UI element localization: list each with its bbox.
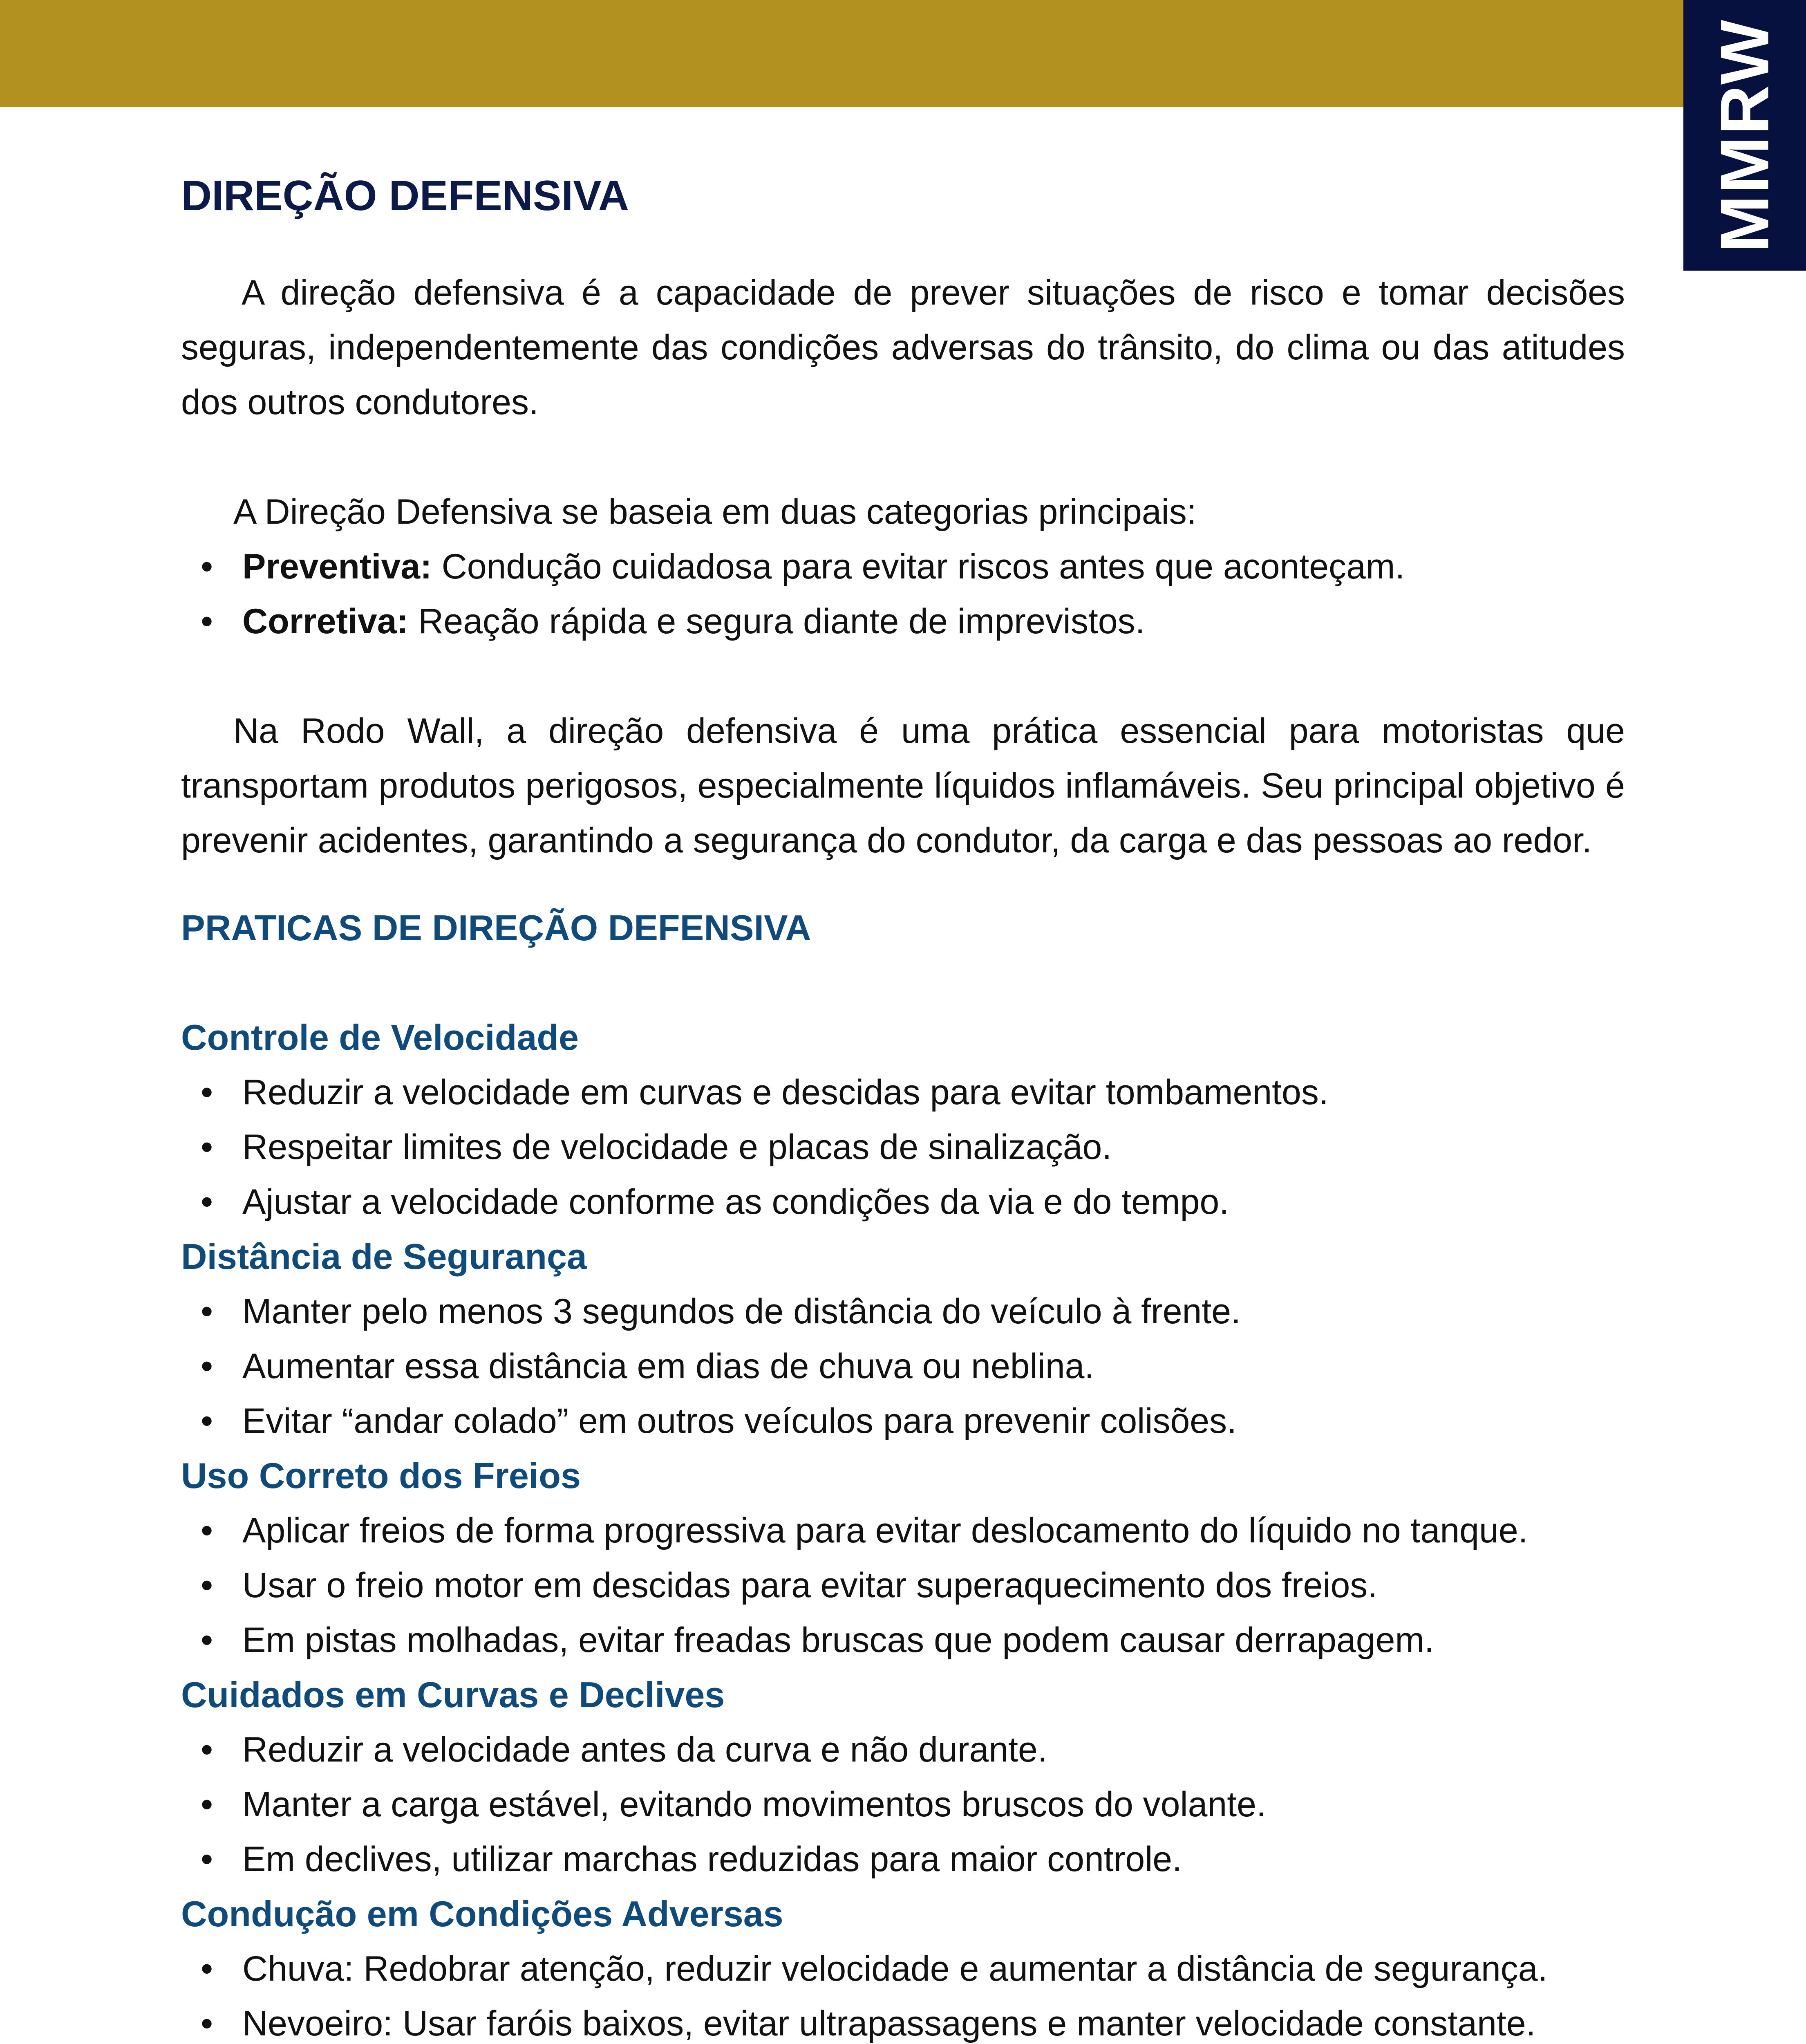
section-list-distance bbox=[181, 1284, 1625, 1448]
section-list-speed bbox=[181, 1065, 1625, 1229]
list-item: • Em declives, utilizar marchas reduzidas para maior controle. bbox=[181, 1832, 1625, 1887]
list-item: • Reduzir a velocidade antes da curva e não durante. bbox=[181, 1722, 1625, 1777]
section-heading-brakes: Uso Correto dos Freios bbox=[181, 1455, 581, 1496]
rodo-wall-paragraph: Na Rodo Wall, a direção defensiva é uma prática essencial para motoristas que transportam produtos perigosos, especialmente líquidos inflamáveis. Seu principal objetivo é prevenir acidentes, garantindo a segurança do condutor, da carga e das pessoas ao redor. bbox=[181, 711, 1625, 860]
list-item bbox=[181, 539, 1625, 594]
section-list-adverse bbox=[181, 1941, 1625, 2044]
section-list-curves bbox=[181, 1722, 1625, 1887]
category-term: Preventiva: bbox=[242, 547, 432, 586]
list-item: • Reduzir a velocidade em curvas e descidas para evitar tombamentos. bbox=[181, 1065, 1625, 1120]
categories-intro: A Direção Defensiva se baseia em duas categorias principais: bbox=[233, 492, 1197, 531]
list-item: • Em pistas molhadas, evitar freadas bruscas que podem causar derrapagem. bbox=[181, 1613, 1625, 1667]
list-item: • Manter pelo menos 3 segundos de distância do veículo à frente. bbox=[181, 1284, 1625, 1339]
practices-heading: PRATICAS DE DIREÇÃO DEFENSIVA bbox=[181, 908, 811, 948]
categories-list bbox=[181, 539, 1625, 649]
page-content bbox=[181, 172, 1625, 2044]
list-item: • Respeitar limites de velocidade e placas de sinalização. bbox=[181, 1120, 1625, 1174]
page-title: DIREÇÃO DEFENSIVA bbox=[181, 172, 629, 220]
list-item bbox=[181, 594, 1625, 649]
category-term: Corretiva: bbox=[242, 602, 409, 641]
section-list-brakes bbox=[181, 1503, 1625, 1667]
list-item: • Usar o freio motor em descidas para evitar superaquecimento dos freios. bbox=[181, 1558, 1625, 1613]
list-item: • Manter a carga estável, evitando movimentos bruscos do volante. bbox=[181, 1777, 1625, 1832]
brand-tab-text: MMRW bbox=[1706, 18, 1783, 253]
list-item: • Evitar “andar colado” em outros veículos para prevenir colisões. bbox=[181, 1394, 1625, 1448]
section-heading-speed: Controle de Velocidade bbox=[181, 1017, 579, 1058]
list-item: • Nevoeiro: Usar faróis baixos, evitar ultrapassagens e manter velocidade constante. bbox=[181, 1996, 1625, 2044]
list-item: • Aplicar freios de forma progressiva para evitar deslocamento do líquido no tanque. bbox=[181, 1503, 1625, 1558]
list-item: • Aumentar essa distância em dias de chuva ou neblina. bbox=[181, 1339, 1625, 1394]
category-text: Condução cuidadosa para evitar riscos antes que aconteçam. bbox=[432, 547, 1405, 586]
category-text: Reação rápida e segura diante de imprevistos. bbox=[408, 602, 1145, 641]
section-heading-adverse: Condução em Condições Adversas bbox=[181, 1894, 783, 1934]
section-heading-curves: Cuidados em Curvas e Declives bbox=[181, 1674, 725, 1715]
brand-tab bbox=[1683, 0, 1806, 271]
list-item: • Ajustar a velocidade conforme as condições da via e do tempo. bbox=[181, 1174, 1625, 1229]
header-bar bbox=[0, 0, 1806, 107]
intro-paragraph: A direção defensiva é a capacidade de prever situações de risco e tomar decisões seguras, independentemente das condições adversas do trânsito, do clima ou das atitudes dos outros condutores. bbox=[181, 273, 1625, 422]
list-item: • Chuva: Redobrar atenção, reduzir velocidade e aumentar a distância de segurança. bbox=[181, 1941, 1625, 1996]
section-heading-distance: Distância de Segurança bbox=[181, 1236, 587, 1277]
